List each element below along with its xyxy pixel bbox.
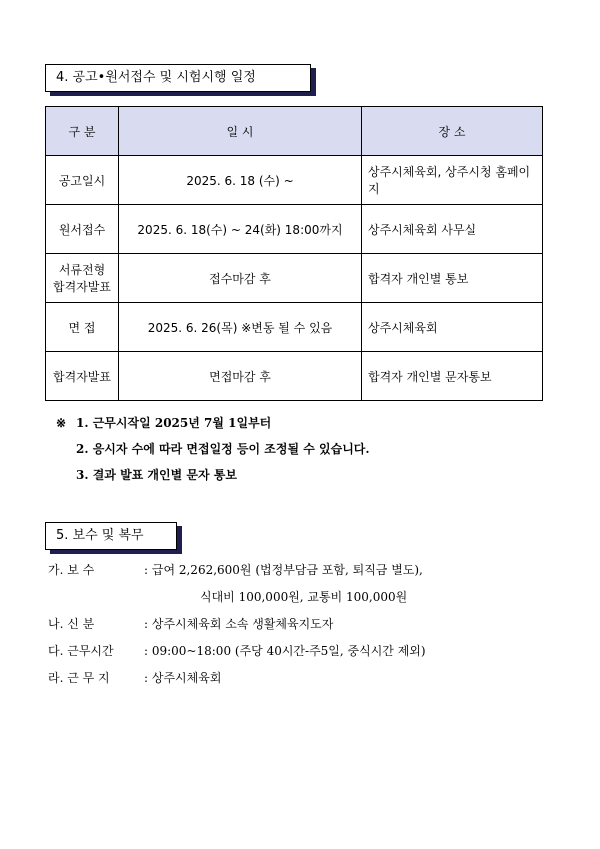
pay-item xyxy=(48,557,426,584)
pay-label: 라. 근 무 지 xyxy=(48,671,110,685)
schedule-table xyxy=(45,106,543,401)
row-category: 면 접 xyxy=(46,303,119,352)
pay-item xyxy=(48,638,426,665)
table-row xyxy=(46,352,543,401)
section-4-title: 4. 공고•원서접수 및 시험시행 일정 xyxy=(45,64,311,92)
pay-details xyxy=(48,557,426,692)
row-place: 합격자 개인별 통보 xyxy=(362,254,543,303)
row-place: 상주시체육회 사무실 xyxy=(362,205,543,254)
row-category: 서류전형 합격자발표 xyxy=(46,254,119,303)
pay-value: : 상주시체육회 xyxy=(144,671,222,685)
pay-value: : 급여 2,262,600원 (법정부담금 포함, 퇴직금 별도), xyxy=(144,563,423,577)
note-item xyxy=(56,462,370,488)
pay-value: 식대비 100,000원, 교통비 100,000원 xyxy=(200,590,408,604)
header-place: 장 소 xyxy=(362,107,543,156)
row-category: 합격자발표 xyxy=(46,352,119,401)
row-datetime: 2025. 6. 18(수) ~ 24(화) 18:00까지 xyxy=(119,205,362,254)
section-5-title: 5. 보수 및 복무 xyxy=(45,522,177,550)
row-datetime: 접수마감 후 xyxy=(119,254,362,303)
row-datetime: 2025. 6. 26(목) ※변동 될 수 있음 xyxy=(119,303,362,352)
table-row xyxy=(46,303,543,352)
table-row xyxy=(46,254,543,303)
table-row xyxy=(46,156,543,205)
pay-item xyxy=(48,665,426,692)
row-datetime: 2025. 6. 18 (수) ~ xyxy=(119,156,362,205)
header-category: 구 분 xyxy=(46,107,119,156)
note-text: 2. 응시자 수에 따라 면접일정 등이 조정될 수 있습니다. xyxy=(76,442,370,456)
pay-label: 나. 신 분 xyxy=(48,617,95,631)
row-place: 상주시체육회 xyxy=(362,303,543,352)
note-item xyxy=(56,436,370,462)
table-header-row xyxy=(46,107,543,156)
table-row xyxy=(46,205,543,254)
note-text: 3. 결과 발표 개인별 문자 통보 xyxy=(76,468,237,482)
pay-value: : 09:00~18:00 (주당 40시간-주5일, 중식시간 제외) xyxy=(144,644,426,658)
pay-label: 가. 보 수 xyxy=(48,563,95,577)
note-mark: ※ xyxy=(56,416,67,430)
header-datetime: 일 시 xyxy=(119,107,362,156)
row-datetime: 면접마감 후 xyxy=(119,352,362,401)
schedule-notes xyxy=(56,410,370,488)
note-text: 1. 근무시작일 2025년 7월 1일부터 xyxy=(76,416,272,430)
pay-value: : 상주시체육회 소속 생활체육지도자 xyxy=(144,617,334,631)
row-category: 원서접수 xyxy=(46,205,119,254)
pay-label: 다. 근무시간 xyxy=(48,644,114,658)
note-item xyxy=(56,410,370,436)
row-place: 합격자 개인별 문자통보 xyxy=(362,352,543,401)
row-category: 공고일시 xyxy=(46,156,119,205)
row-place: 상주시체육회, 상주시청 홈페이지 xyxy=(362,156,543,205)
pay-item xyxy=(48,584,426,611)
pay-item xyxy=(48,611,426,638)
